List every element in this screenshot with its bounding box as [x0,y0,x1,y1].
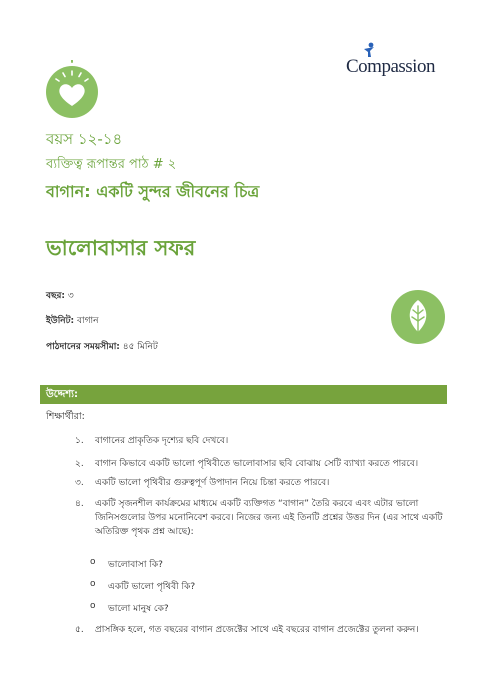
leaf-icon [391,290,445,344]
item-text: বাগান কিভাবে একটি ভালো পৃথিবীতে ভালোবাসার ছবি বোঝায় সেটি ব্যাখ্যা করতে পারবে। [95,459,419,469]
item-text: প্রাসঙ্গিক হলে, গত বছরের বাগান প্রজেক্টের সাথে এই বছরের বাগান প্রজেক্টের তুলনা করুন। [95,625,419,635]
lesson-number: ব্যক্তিত্ব রূপান্তর পাঠ # ২ [46,157,177,172]
compassion-logo [346,42,446,82]
meta-value: ৪৫ মিনিট [122,342,158,352]
item-text: একটি সৃজনশীল কার্যক্রমের মাধ্যমে একটি ব্যক্তিগত “বাগান” তৈরি করবে এবং এটার ভালো জিনিসগুলোর উপর মনোনিবেশ করবে। নিজের জন্য এই তিনটি প্রশ্নের উত্তর দিন (এর সাথে একটি অতিরিক্ত পৃথক প্রশ্ন আছে): [95,499,443,537]
bullet-icon: o [90,601,96,611]
meta-duration [46,339,158,354]
bullet-icon: o [90,557,96,567]
objectives-heading: উদ্দেশ্য: [40,385,447,404]
question-text: একটি ভালো পৃথিবী কি? [108,582,196,592]
meta-value: ৩ [67,291,74,301]
logo-text: Compassion [346,56,435,77]
item-number: ১. [75,436,84,446]
item-number: ৪. [75,499,84,509]
page-title: ভালোবাসার সফর [46,236,196,260]
meta-year [46,288,74,303]
meta-unit [46,313,99,328]
item-text: বাগানের প্রাকৃতিক দৃশ্যের ছবি দেখবে। [95,436,229,446]
item-number: ৫. [75,625,84,635]
meta-label: বছর: [46,291,66,301]
heart-icon [42,60,102,120]
meta-value: বাগান [77,316,99,326]
meta-label: পাঠদানের সময়সীমা: [46,342,120,352]
question-text: ভালো মানুষ কে? [108,604,169,614]
objectives-intro: শিক্ষার্থীরা: [46,411,85,422]
meta-label: ইউনিট: [46,316,75,326]
lesson-subtitle: বাগান: একটি সুন্দর জীবনের চিত্র [46,182,260,201]
bullet-icon: o [90,579,96,589]
question-text: ভালোবাসা কি? [108,560,163,570]
item-text: একটি ভালো পৃথিবীর গুরুত্বপূর্ণ উপাদান নিয়ে চিন্তা করতে পারবে। [95,478,330,488]
age-range: বয়স ১২-১৪ [46,130,123,148]
item-number: ৩. [75,478,84,488]
item-number: ২. [75,459,84,469]
